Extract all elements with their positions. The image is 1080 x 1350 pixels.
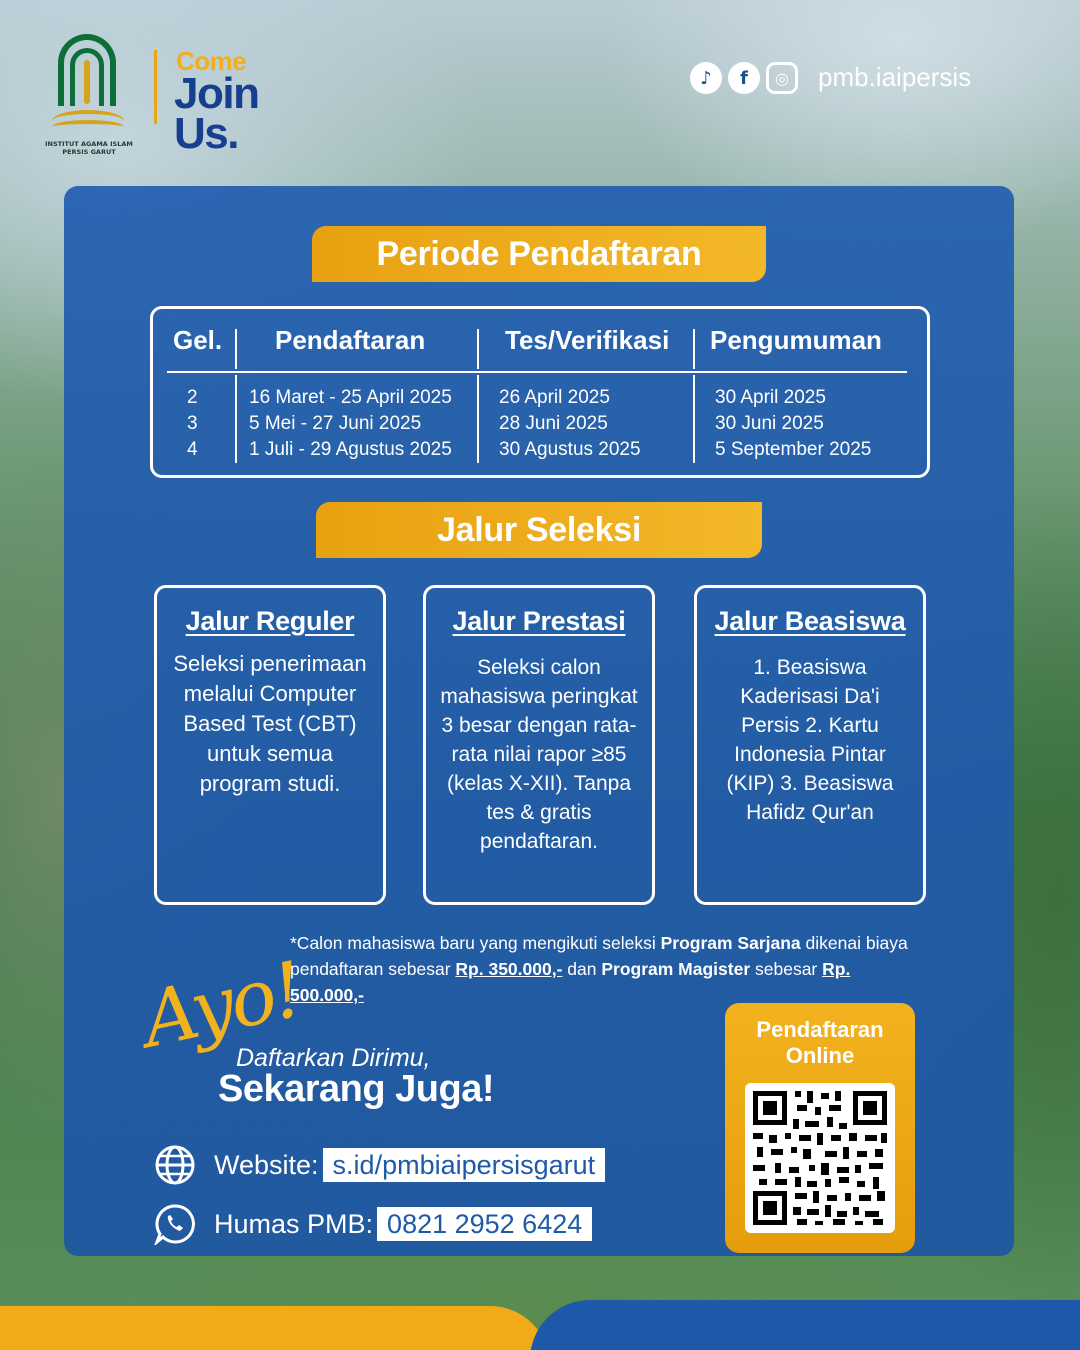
col-divider xyxy=(235,375,237,463)
schedule-table xyxy=(150,306,930,478)
header-divider-line xyxy=(167,371,907,373)
ayo-script: Ayo! xyxy=(134,944,309,1065)
instagram-icon[interactable]: ◎ xyxy=(766,62,798,94)
institution-logo xyxy=(44,30,134,160)
bottom-accent-blue xyxy=(530,1300,1080,1350)
row-tes: 26 April 2025 xyxy=(499,387,610,408)
note-text: dikenai biaya pendaftaran sebesar xyxy=(290,933,908,979)
daftar-text: Daftarkan Dirimu, xyxy=(236,1044,431,1072)
col-divider xyxy=(693,329,695,369)
jalur-beasiswa-title: Jalur Beasiswa xyxy=(714,606,906,636)
note-fee-sarjana: Rp. 350.000,- xyxy=(455,959,563,979)
row-pengumuman: 5 September 2025 xyxy=(715,439,872,460)
row-gel: 2 xyxy=(187,387,198,408)
jalur-prestasi-title: Jalur Prestasi xyxy=(452,606,626,636)
row-pendaftaran: 16 Maret - 25 April 2025 xyxy=(249,387,452,408)
header-divider xyxy=(154,50,157,124)
header-gel: Gel. xyxy=(173,325,223,355)
header-pendaftaran: Pendaftaran xyxy=(275,325,426,355)
row-tes: 28 Juni 2025 xyxy=(499,413,608,434)
table-cell-pengumuman xyxy=(715,385,871,463)
col-divider xyxy=(477,329,479,369)
table-cell-tes xyxy=(499,385,641,463)
facebook-icon[interactable]: f xyxy=(728,62,760,94)
row-gel: 4 xyxy=(187,439,198,460)
qr-card xyxy=(725,1003,915,1253)
note-text: dan xyxy=(562,959,602,979)
website-label: Website: xyxy=(214,1149,319,1180)
website-contact xyxy=(154,1144,605,1186)
join-us-text xyxy=(174,69,259,158)
note-fee-magister: Rp. 500.000,- xyxy=(290,959,851,1005)
humas-label: Humas PMB: xyxy=(214,1208,374,1239)
col-divider xyxy=(693,375,695,463)
us-word: Us. xyxy=(174,109,238,158)
row-gel: 3 xyxy=(187,413,198,434)
join-word: Join xyxy=(174,69,259,118)
note-program-sarjana: Program Sarjana xyxy=(660,933,801,953)
humas-contact xyxy=(154,1203,592,1245)
jalur-prestasi-text: Seleksi calon mahasiswa peringkat 3 besar dengan rata-rata nilai rapor ≥85 (kelas X-XII). Tanpa tes & gratis pendaftaran. xyxy=(440,656,638,853)
humas-phone[interactable]: 0821 2952 6424 xyxy=(377,1207,592,1241)
note-program-magister: Program Magister xyxy=(601,959,751,979)
jalur-prestasi-card xyxy=(423,585,655,905)
sekarang-text: Sekarang Juga! xyxy=(218,1068,494,1110)
logo-palm-icon xyxy=(84,60,90,104)
row-pendaftaran: 5 Mei - 27 Juni 2025 xyxy=(249,413,422,434)
periode-banner: Periode Pendaftaran xyxy=(312,226,766,282)
bottom-accent-yellow xyxy=(0,1306,550,1350)
logo-institution-text: INSTITUT AGAMA ISLAM PERSIS GARUT xyxy=(45,140,133,156)
table-cell-gel xyxy=(187,385,198,463)
globe-icon xyxy=(154,1144,196,1186)
jalur-reguler-text: Seleksi penerimaan melalui Computer Based Test (CBT) untuk semua program studi. xyxy=(173,651,367,796)
tiktok-icon[interactable]: ♪ xyxy=(690,62,722,94)
social-handle[interactable]: pmb.iaipersis xyxy=(818,62,972,92)
jalur-banner: Jalur Seleksi xyxy=(316,502,762,558)
jalur-beasiswa-text: 1. Beasiswa Kaderisasi Da'i Persis 2. Kartu Indonesia Pintar (KIP) 3. Beasiswa Hafidz Qur'an xyxy=(726,656,894,824)
note-text: sebesar xyxy=(750,959,823,979)
website-link[interactable]: s.id/pmbiaipersisgarut xyxy=(323,1148,606,1182)
qr-title: Pendaftaran Online xyxy=(756,1017,884,1068)
come-text: Come xyxy=(176,46,247,76)
row-pendaftaran: 1 Juli - 29 Agustus 2025 xyxy=(249,439,452,460)
row-pengumuman: 30 April 2025 xyxy=(715,387,826,408)
social-icons xyxy=(690,62,798,94)
jalur-beasiswa-card xyxy=(694,585,926,905)
note-text: *Calon mahasiswa baru yang mengikuti seleksi xyxy=(290,933,661,953)
jalur-reguler-title: Jalur Reguler xyxy=(185,606,355,636)
logo-book-line xyxy=(52,120,124,134)
fee-note xyxy=(290,930,910,1008)
qr-code-icon[interactable] xyxy=(745,1083,895,1233)
header-tes: Tes/Verifikasi xyxy=(505,325,670,355)
whatsapp-icon xyxy=(154,1203,196,1245)
jalur-reguler-card xyxy=(154,585,386,905)
header-pengumuman: Pengumuman xyxy=(710,325,882,355)
row-tes: 30 Agustus 2025 xyxy=(499,439,641,460)
col-divider xyxy=(235,329,237,369)
table-cell-pendaftaran xyxy=(249,385,452,463)
row-pengumuman: 30 Juni 2025 xyxy=(715,413,824,434)
col-divider xyxy=(477,375,479,463)
